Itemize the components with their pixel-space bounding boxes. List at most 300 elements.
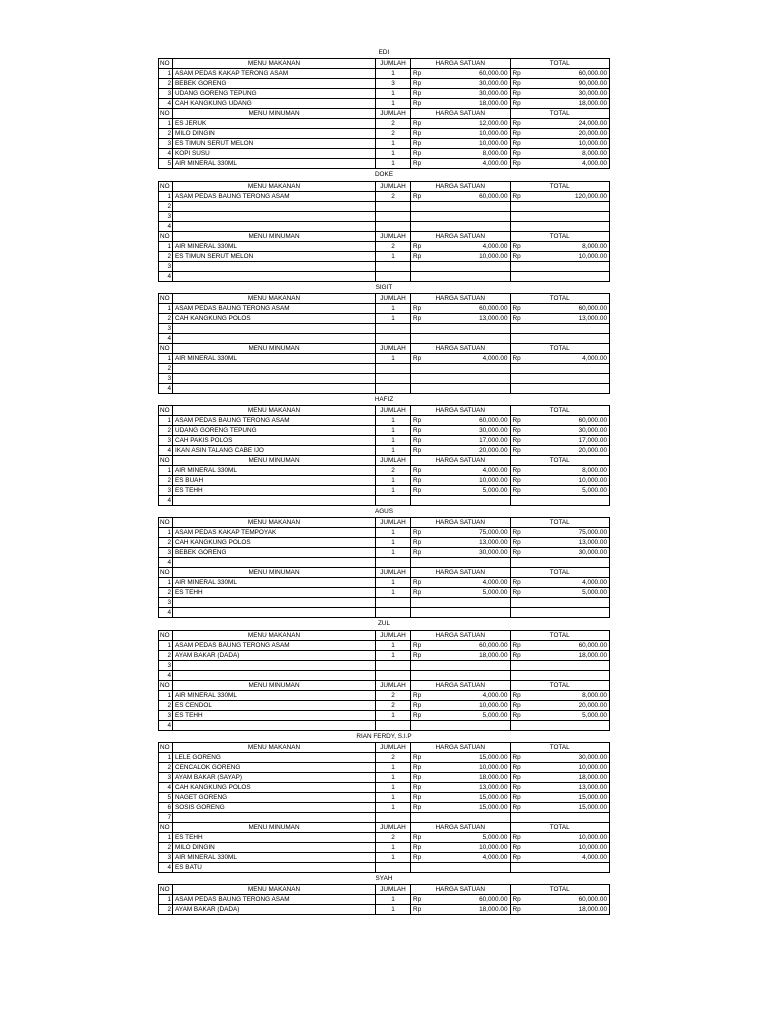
line-total: 20,000.00 [560,446,610,456]
header-qty: JUMLAH [376,456,411,466]
menu-item: MILO DINGIN [173,129,376,139]
header-total: TOTAL [510,343,610,353]
unit-price: 17,000.00 [460,436,510,446]
line-total [560,720,610,730]
row-number: 2 [159,588,173,598]
line-total: 10,000.00 [560,139,610,149]
table-row [159,710,610,720]
unit-price [460,383,510,393]
menu-item [173,813,376,823]
unit-price: 18,000.00 [460,650,510,660]
unit-price: 4,000.00 [460,690,510,700]
line-total: 13,000.00 [560,783,610,793]
header-qty: JUMLAH [376,680,411,690]
food-header-row [159,59,610,69]
currency-label: Rp [510,303,560,313]
currency-label: Rp [510,578,560,588]
row-number: 4 [159,446,173,456]
header-no: NO [159,680,173,690]
currency-label: Rp [411,905,461,915]
food-header-row [159,885,610,895]
table-row [159,660,610,670]
quantity [376,333,411,343]
menu-item [173,383,376,393]
header-no: NO [159,568,173,578]
header-qty: JUMLAH [376,343,411,353]
unit-price [460,221,510,231]
line-total: 24,000.00 [560,119,610,129]
row-number: 1 [159,241,173,251]
currency-label: Rp [411,753,461,763]
header-food-menu: MENU MAKANAN [173,743,376,753]
quantity: 1 [376,803,411,813]
unit-price: 10,000.00 [460,700,510,710]
table-row [159,700,610,710]
line-total [560,558,610,568]
table-row [159,271,610,281]
line-total: 5,000.00 [560,710,610,720]
header-unit-price: HARGA SATUAN [411,406,511,416]
currency-label: Rp [411,773,461,783]
line-total [560,660,610,670]
quantity: 1 [376,895,411,905]
menu-item: ASAM PEDAS BAUNG TERONG ASAM [173,303,376,313]
table-row [159,486,610,496]
line-total: 75,000.00 [560,528,610,538]
person-name: ZUL [377,620,391,628]
currency-label [510,211,560,221]
currency-label [411,496,461,506]
currency-label [510,660,560,670]
order-table [158,405,610,506]
currency-label: Rp [510,139,560,149]
line-total [560,323,610,333]
currency-label: Rp [411,793,461,803]
currency-label: Rp [411,476,461,486]
currency-label: Rp [411,191,461,201]
row-number: 1 [159,353,173,363]
currency-label [510,323,560,333]
header-no: NO [159,518,173,528]
currency-label: Rp [411,833,461,843]
row-number: 5 [159,159,173,169]
unit-price [460,660,510,670]
menu-item: ES TEHH [173,588,376,598]
row-number: 5 [159,793,173,803]
quantity [376,598,411,608]
menu-item: MILO DINGIN [173,843,376,853]
food-header-row [159,293,610,303]
line-total [560,813,610,823]
row-number: 3 [159,211,173,221]
table-row [159,69,610,79]
table-row [159,436,610,446]
table-row [159,99,610,109]
menu-item [173,720,376,730]
quantity [376,608,411,618]
line-total: 10,000.00 [560,763,610,773]
header-drink-menu: MENU MINUMAN [173,109,376,119]
table-row [159,588,610,598]
line-total: 8,000.00 [560,241,610,251]
unit-price: 10,000.00 [460,476,510,486]
table-row [159,538,610,548]
currency-label: Rp [510,793,560,803]
currency-label: Rp [411,159,461,169]
menu-item: CENCALOK GORENG [173,763,376,773]
currency-label: Rp [510,241,560,251]
line-total: 15,000.00 [560,793,610,803]
order-table [158,742,610,873]
row-number: 3 [159,89,173,99]
currency-label [411,211,461,221]
table-row [159,895,610,905]
menu-item: ASAM PEDAS BAUNG TERONG ASAM [173,895,376,905]
unit-price: 4,000.00 [460,853,510,863]
unit-price: 60,000.00 [460,303,510,313]
table-row [159,496,610,506]
header-qty: JUMLAH [376,743,411,753]
table-row [159,129,610,139]
order-table [158,517,610,618]
currency-label: Rp [411,251,461,261]
table-row [159,773,610,783]
header-no: NO [159,456,173,466]
row-number: 3 [159,436,173,446]
unit-price: 30,000.00 [460,79,510,89]
currency-label [411,558,461,568]
table-row [159,528,610,538]
header-food-menu: MENU MAKANAN [173,406,376,416]
header-total: TOTAL [510,456,610,466]
header-drink-menu: MENU MINUMAN [173,823,376,833]
row-number: 3 [159,373,173,383]
row-number: 2 [159,129,173,139]
table-row [159,905,610,915]
table-row [159,333,610,343]
quantity: 1 [376,313,411,323]
table-row [159,650,610,660]
menu-item [173,670,376,680]
quantity [376,261,411,271]
currency-label: Rp [510,803,560,813]
food-header-row [159,518,610,528]
row-number: 2 [159,251,173,261]
unit-price [460,813,510,823]
currency-label: Rp [510,476,560,486]
quantity: 1 [376,303,411,313]
quantity: 1 [376,640,411,650]
table-row [159,720,610,730]
table-row [159,313,610,323]
header-no: NO [159,885,173,895]
order-table [158,293,610,394]
table-row [159,261,610,271]
table-row [159,363,610,373]
currency-label: Rp [411,710,461,720]
person-name: HAFIZ [374,395,394,403]
unit-price [460,496,510,506]
unit-price: 10,000.00 [460,129,510,139]
order-table [158,884,610,915]
menu-item [173,496,376,506]
quantity: 1 [376,446,411,456]
header-no: NO [159,743,173,753]
table-row [159,416,610,426]
line-total: 60,000.00 [560,416,610,426]
quantity [376,863,411,873]
table-row [159,149,610,159]
row-number: 4 [159,558,173,568]
menu-item [173,211,376,221]
currency-label: Rp [411,303,461,313]
row-number: 4 [159,670,173,680]
row-number: 2 [159,538,173,548]
menu-item: AIR MINERAL 330ML [173,159,376,169]
currency-label: Rp [411,79,461,89]
unit-price: 75,000.00 [460,528,510,538]
currency-label: Rp [510,159,560,169]
line-total: 8,000.00 [560,466,610,476]
quantity: 2 [376,753,411,763]
header-no: NO [159,181,173,191]
currency-label [510,496,560,506]
currency-label [510,363,560,373]
header-total: TOTAL [510,680,610,690]
unit-price: 5,000.00 [460,588,510,598]
currency-label [510,598,560,608]
header-unit-price: HARGA SATUAN [411,59,511,69]
line-total [560,670,610,680]
currency-label: Rp [510,843,560,853]
row-number: 4 [159,149,173,159]
table-row [159,578,610,588]
table-row [159,783,610,793]
quantity [376,660,411,670]
unit-price [460,373,510,383]
header-qty: JUMLAH [376,181,411,191]
currency-label: Rp [510,753,560,763]
header-food-menu: MENU MAKANAN [173,885,376,895]
menu-item: KOPI SUSU [173,149,376,159]
currency-label [411,221,461,231]
currency-label: Rp [411,436,461,446]
unit-price [460,720,510,730]
currency-label [510,201,560,211]
currency-label [510,221,560,231]
header-total: TOTAL [510,885,610,895]
quantity [376,670,411,680]
currency-label: Rp [510,905,560,915]
line-total [560,373,610,383]
currency-label [510,261,560,271]
quantity: 1 [376,578,411,588]
quantity [376,558,411,568]
unit-price: 13,000.00 [460,538,510,548]
line-total: 5,000.00 [560,486,610,496]
header-food-menu: MENU MAKANAN [173,59,376,69]
table-row [159,221,610,231]
unit-price: 20,000.00 [460,446,510,456]
row-number: 3 [159,486,173,496]
menu-item: AIR MINERAL 330ML [173,578,376,588]
quantity: 2 [376,700,411,710]
line-total: 10,000.00 [560,833,610,843]
currency-label: Rp [510,466,560,476]
currency-label: Rp [510,313,560,323]
currency-label: Rp [411,416,461,426]
currency-label: Rp [510,528,560,538]
row-number: 1 [159,69,173,79]
header-food-menu: MENU MAKANAN [173,518,376,528]
header-no: NO [159,630,173,640]
table-row [159,426,610,436]
quantity: 1 [376,69,411,79]
table-row [159,548,610,558]
header-no: NO [159,406,173,416]
food-header-row [159,406,610,416]
unit-price: 4,000.00 [460,159,510,169]
table-row [159,303,610,313]
table-row [159,753,610,763]
quantity: 2 [376,129,411,139]
row-number: 1 [159,303,173,313]
order-sheet [158,47,610,915]
header-unit-price: HARGA SATUAN [411,518,511,528]
row-number: 3 [159,323,173,333]
unit-price: 30,000.00 [460,89,510,99]
currency-label [510,720,560,730]
unit-price: 15,000.00 [460,803,510,813]
row-number: 4 [159,383,173,393]
table-row [159,201,610,211]
table-row [159,353,610,363]
quantity: 1 [376,89,411,99]
row-number: 3 [159,660,173,670]
row-number: 2 [159,426,173,436]
line-total [560,221,610,231]
line-total: 15,000.00 [560,803,610,813]
unit-price [460,211,510,221]
menu-item: ES BATU [173,863,376,873]
row-number: 3 [159,773,173,783]
currency-label: Rp [411,119,461,129]
menu-item: ES TIMUN SERUT MELON [173,139,376,149]
unit-price [460,558,510,568]
header-qty: JUMLAH [376,406,411,416]
table-row [159,79,610,89]
unit-price: 5,000.00 [460,486,510,496]
currency-label [510,558,560,568]
table-row [159,191,610,201]
unit-price: 60,000.00 [460,69,510,79]
row-number: 1 [159,690,173,700]
table-row [159,558,610,568]
unit-price: 15,000.00 [460,753,510,763]
quantity: 3 [376,79,411,89]
header-total: TOTAL [510,406,610,416]
header-drink-menu: MENU MINUMAN [173,568,376,578]
table-row [159,476,610,486]
currency-label: Rp [411,426,461,436]
currency-label: Rp [510,783,560,793]
header-unit-price: HARGA SATUAN [411,231,511,241]
menu-item: LELE GORENG [173,753,376,763]
quantity: 1 [376,149,411,159]
table-row [159,598,610,608]
header-unit-price: HARGA SATUAN [411,885,511,895]
currency-label: Rp [510,690,560,700]
quantity: 1 [376,853,411,863]
currency-label: Rp [510,191,560,201]
header-drink-menu: MENU MINUMAN [173,680,376,690]
currency-label: Rp [411,528,461,538]
menu-item: ES TIMUN SERUT MELON [173,251,376,261]
row-number: 2 [159,905,173,915]
header-total: TOTAL [510,293,610,303]
menu-item: ES TEHH [173,486,376,496]
food-header-row [159,181,610,191]
table-row [159,323,610,333]
line-total: 10,000.00 [560,843,610,853]
table-row [159,843,610,853]
currency-label: Rp [411,895,461,905]
unit-price: 60,000.00 [460,640,510,650]
quantity: 1 [376,773,411,783]
line-total: 60,000.00 [560,69,610,79]
header-drink-menu: MENU MINUMAN [173,456,376,466]
line-total [560,201,610,211]
header-unit-price: HARGA SATUAN [411,630,511,640]
currency-label: Rp [411,149,461,159]
header-qty: JUMLAH [376,630,411,640]
row-number: 1 [159,895,173,905]
quantity [376,720,411,730]
menu-item: CAH KANGKUNG POLOS [173,783,376,793]
header-unit-price: HARGA SATUAN [411,109,511,119]
menu-item: ASAM PEDAS BAUNG TERONG ASAM [173,416,376,426]
currency-label [411,720,461,730]
currency-label: Rp [411,843,461,853]
currency-label [411,201,461,211]
currency-label: Rp [510,89,560,99]
currency-label [411,660,461,670]
unit-price: 18,000.00 [460,773,510,783]
row-number: 2 [159,763,173,773]
line-total: 4,000.00 [560,578,610,588]
unit-price [460,271,510,281]
line-total: 17,000.00 [560,436,610,446]
quantity [376,323,411,333]
header-food-menu: MENU MAKANAN [173,181,376,191]
table-row [159,793,610,803]
row-number: 4 [159,333,173,343]
header-qty: JUMLAH [376,518,411,528]
table-row [159,119,610,129]
order-table [158,630,610,731]
quantity [376,373,411,383]
quantity: 1 [376,251,411,261]
row-number: 2 [159,79,173,89]
drink-header-row [159,680,610,690]
quantity: 1 [376,426,411,436]
currency-label: Rp [411,241,461,251]
currency-label [510,373,560,383]
menu-item: IKAN ASIN TALANG CABE IJO [173,446,376,456]
header-qty: JUMLAH [376,109,411,119]
currency-label: Rp [411,139,461,149]
menu-item: CAH KANGKUNG UDANG [173,99,376,109]
